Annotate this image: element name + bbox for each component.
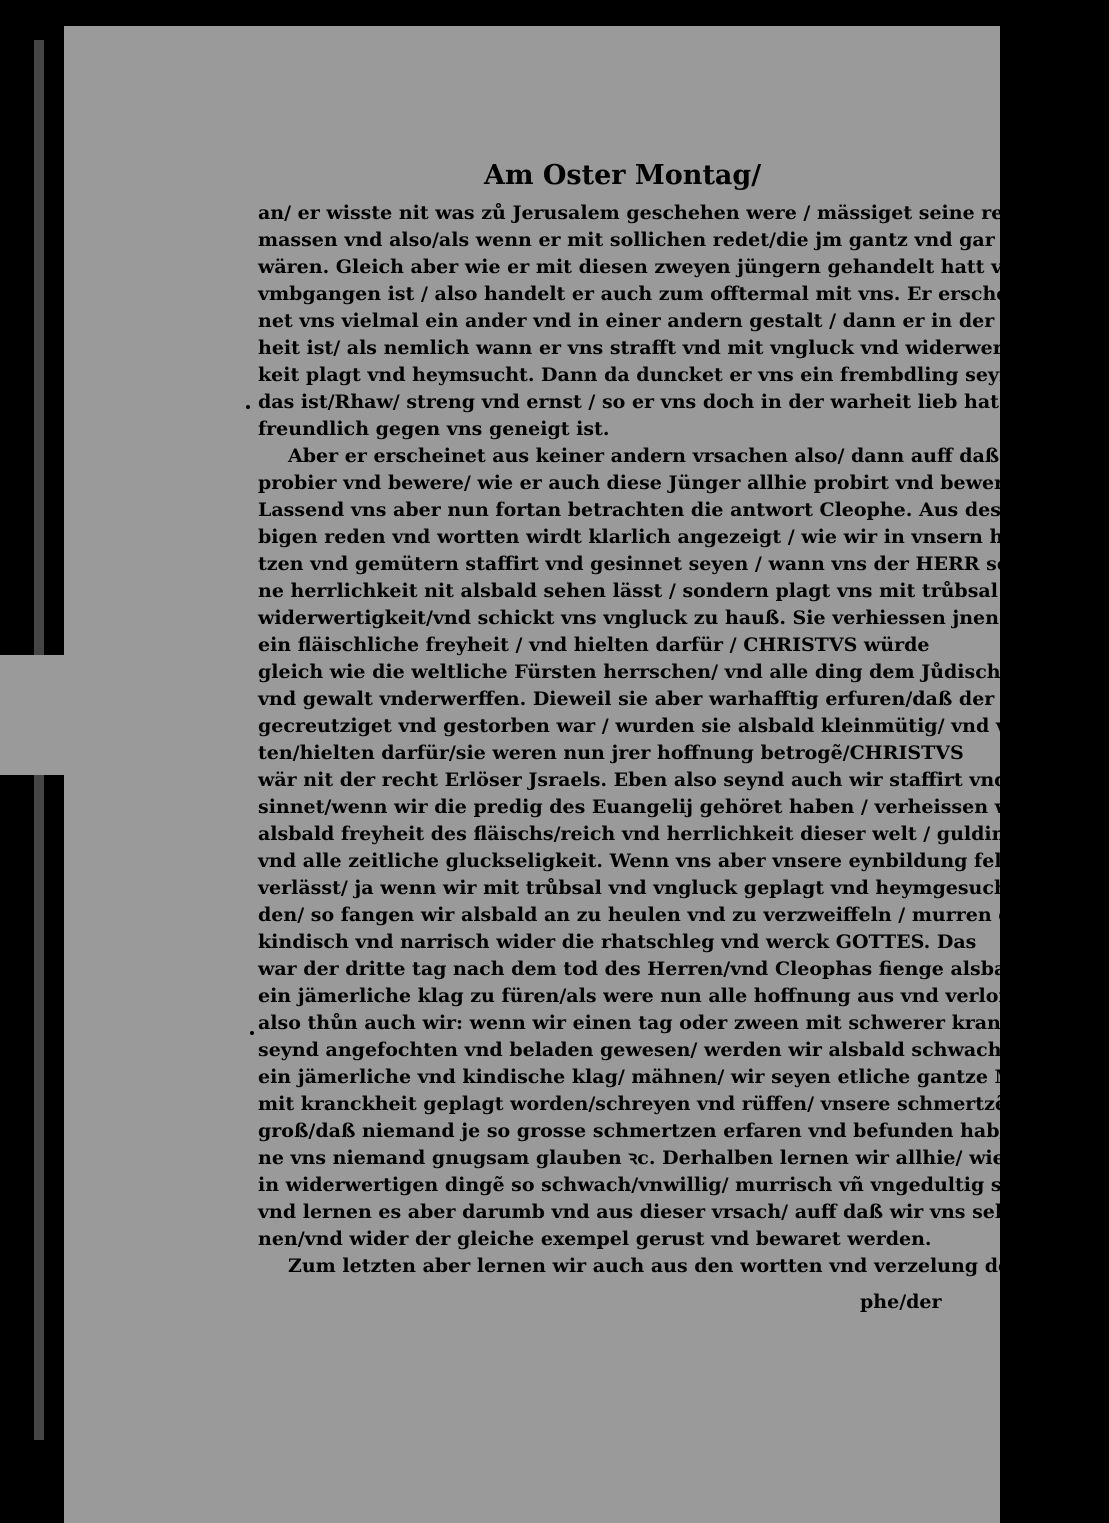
body-text (258, 200, 1109, 1280)
text-line: ein jämerliche klag zu füren/als were nun alle hoffnung aus vnd verlorẽ: eben (258, 985, 1086, 1007)
text-line: alsbald freyheit des fläischs/reich vnd herrlichkeit dieser welt / guldine berg (258, 823, 1073, 845)
text-line: Zum letzten aber lernen wir auch aus den wortten vnd verzelung des Cleo- (288, 1255, 1083, 1277)
text-line: also thůn auch wir: wenn wir einen tag oder zween mit schwerer kranckheit (258, 1012, 1068, 1034)
text-line: freundlich gegen vns geneigt ist. (258, 418, 610, 440)
text-line: ne herrlichkeit nit alsbald sehen lässt / sondern plagt vns mit trůbsal vnd (258, 580, 1043, 602)
text-line: bigen reden vnd wortten wirdt klarlich angezeigt / wie wir in vnsern her- (258, 526, 1034, 548)
ink-speck (246, 405, 250, 409)
text-line: ten/hielten darfür/sie weren nun jrer hoffnung betrogẽ/CHRISTVS (258, 742, 964, 764)
text-line: verlässt/ ja wenn wir mit trůbsal vnd vngluck geplagt vnd heymgesucht wer- (258, 877, 1070, 899)
text-line: probier vnd bewere/ wie er auch diese Jünger allhie probirt vnd beweret hat. (258, 472, 1074, 494)
text-line: kindisch vnd narrisch wider die rhatschleg vnd werck GOTTES. Das (258, 931, 977, 953)
ink-speck (250, 1031, 254, 1035)
page-edge-tab (0, 655, 74, 775)
text-line: groß/daß niemand je so grosse schmertzen erfaren vnd befunden hab/Es kon- (258, 1120, 1086, 1142)
text-line: mit kranckheit geplagt worden/schreyen vnd rüffen/ vnsere schmertzẽ seyẽ also (258, 1093, 1109, 1115)
text-line: net vns vielmal ein ander vnd in einer andern gestalt / dann er in der war- (258, 310, 1048, 332)
text-line: an/ er wisste nit was zů Jerusalem geschehen were / mässiget seine rede der (258, 202, 1071, 224)
text-line: vmbgangen ist / also handelt er auch zum offtermal mit vns. Er erschei- (258, 283, 1024, 305)
text-line: wär nit der recht Erlöser Jsraels. Eben also seynd auch wir staffirt vnd ge- (258, 769, 1048, 791)
text-line: vnd alle zeitliche gluckseligkeit. Wenn vns aber vnsere eynbildung felet vnd (258, 850, 1068, 872)
text-line: war der dritte tag nach dem tod des Herren/vnd Cleophas fienge alsbald an (258, 958, 1060, 980)
text-line: widerwertigkeit/vnd schickt vns vngluck zu hauß. Sie verhiessen jnen selbs (258, 607, 1060, 629)
text-line: Aber er erscheinet aus keiner andern vrsachen also/ dann auff daß er vns (288, 445, 1071, 467)
text-line: das ist/Rhaw/ streng vnd ernst / so er vns doch in der warheit lieb hat / vnd (258, 391, 1058, 413)
text-line: vnd gewalt vnderwerffen. Dieweil sie aber warhafftig erfuren/daß der Herr (258, 688, 1051, 710)
text-line: heit ist/ als nemlich wann er vns strafft vnd mit vngluck vnd widerwertig- (258, 337, 1040, 359)
catchword: phe/der (860, 1291, 942, 1313)
text-line: keit plagt vnd heymsucht. Dann da duncket er vns ein frembdling seyn/ (258, 364, 1020, 386)
text-line: seynd angefochten vnd beladen gewesen/ werden wir alsbald schwach / füren (258, 1039, 1080, 1061)
running-head: Am Oster Montag/ (484, 160, 762, 191)
text-line: ein jämerliche vnd kindische klag/ mähnen/ wir seyen etliche gantze Monaten (258, 1066, 1090, 1088)
text-line: vnd lernen es aber darumb vnd aus dieser vrsach/ auff daß wir vns selbs erkẽ- (258, 1201, 1088, 1223)
text-line: gleich wie die weltliche Fürsten herrschen/ vnd alle ding dem Jůdischen Reich (258, 661, 1094, 683)
text-line: tzen vnd gemütern staffirt vnd gesinnet seyen / wann vns der HERR sei- (258, 553, 1025, 575)
text-line: massen vnd also/als wenn er mit sollichen redet/die jm gantz vnd gar vnbekãt (258, 229, 1086, 251)
text-line: Lassend vns aber nun fortan betrachten die antwort Cleophe. Aus dessel- (258, 499, 1039, 521)
text-line: nen/vnd wider der gleiche exempel gerust vnd bewaret werden. (258, 1228, 932, 1250)
text-line: ein fläischliche freyheit / vnd hielten darfür / CHRISTVS würde (258, 634, 930, 656)
text-line: ne vns niemand gnugsam glauben ꝛc. Derhalben lernen wir allhie/ wie wir (258, 1147, 1045, 1169)
text-line: wären. Gleich aber wie er mit diesen zweyen jüngern gehandelt hatt vnd (258, 256, 1030, 278)
text-line: gecreutziget vnd gestorben war / wurden sie alsbald kleinmütig/ vnd verzag- (258, 715, 1074, 737)
text-line: in widerwertigen dingẽ so schwach/vnwillig/ murrisch vñ vngedultig seynd/ (258, 1174, 1059, 1196)
text-line: den/ so fangen wir alsbald an zu heulen vnd zu verzweiffeln / murren gantz (258, 904, 1058, 926)
text-line: sinnet/wenn wir die predig des Euangelij gehöret haben / verheissen wir vns (258, 796, 1071, 818)
